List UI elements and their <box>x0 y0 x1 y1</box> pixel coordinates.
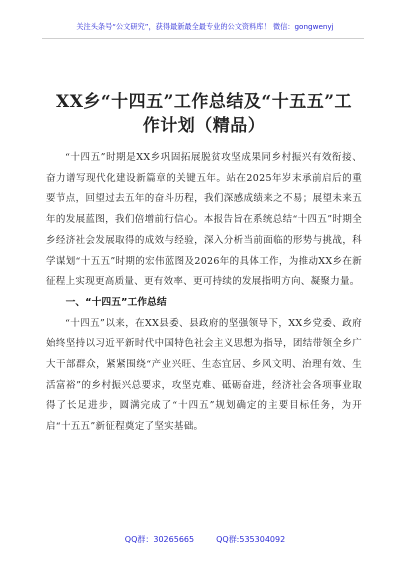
document-body <box>46 148 362 438</box>
intro-paragraph: “十四五”时期是XX乡巩固拓展脱贫攻坚成果同乡村振兴有效衔接、奋力谱写现代化建设新篇章的关键五年。站在2025年岁末承前启后的重要节点，回望过去五年的奋斗历程，我们深感成绩来之不易；展望未来五年的发展蓝图，我们倍增前行信心。本报告旨在系统总结“十四五”时期全乡经济社会发展取得的成效与经验，深入分析当前面临的形势与挑战，科学谋划“十五五”时期的宏伟蓝图及2026年的具体工作，为推动XX乡在新征程上实现更高质量、更有效率、更可持续的发展指明方向、凝聚力量。 <box>46 152 362 288</box>
document-title: XX乡“十四五”工作总结及“十五五”工作计划（精品） <box>56 92 352 136</box>
footer-qq-group-1: QQ群：30265665 <box>124 535 195 544</box>
footer-qq-group-2: QQ群:535304092 <box>216 535 286 544</box>
section-paragraph: “十四五”以来，在XX县委、县政府的坚强领导下，XX乡党委、政府始终坚持以习近平新时代中国特色社会主义思想为指导，团结带领全乡广大干部群众，紧紧围绕“产业兴旺、生态宜居、乡风文明、治理有效、生活富裕”的乡村振兴总要求，攻坚克难、砥砺奋进，经济社会各项事业取得了长足进步，圆满完成了“十四五”规划确定的主要目标任务，为开启“十五五”新征程奠定了坚实基础。 <box>46 317 362 433</box>
section-heading: 一、“十四五”工作总结 <box>65 296 167 308</box>
footer-contact <box>40 534 370 546</box>
header-divider <box>42 38 364 39</box>
header-banner: 关注头条号“公文研究”，获得最新最全最专业的公文资料库！ 微信：gongwenyj <box>76 22 334 31</box>
